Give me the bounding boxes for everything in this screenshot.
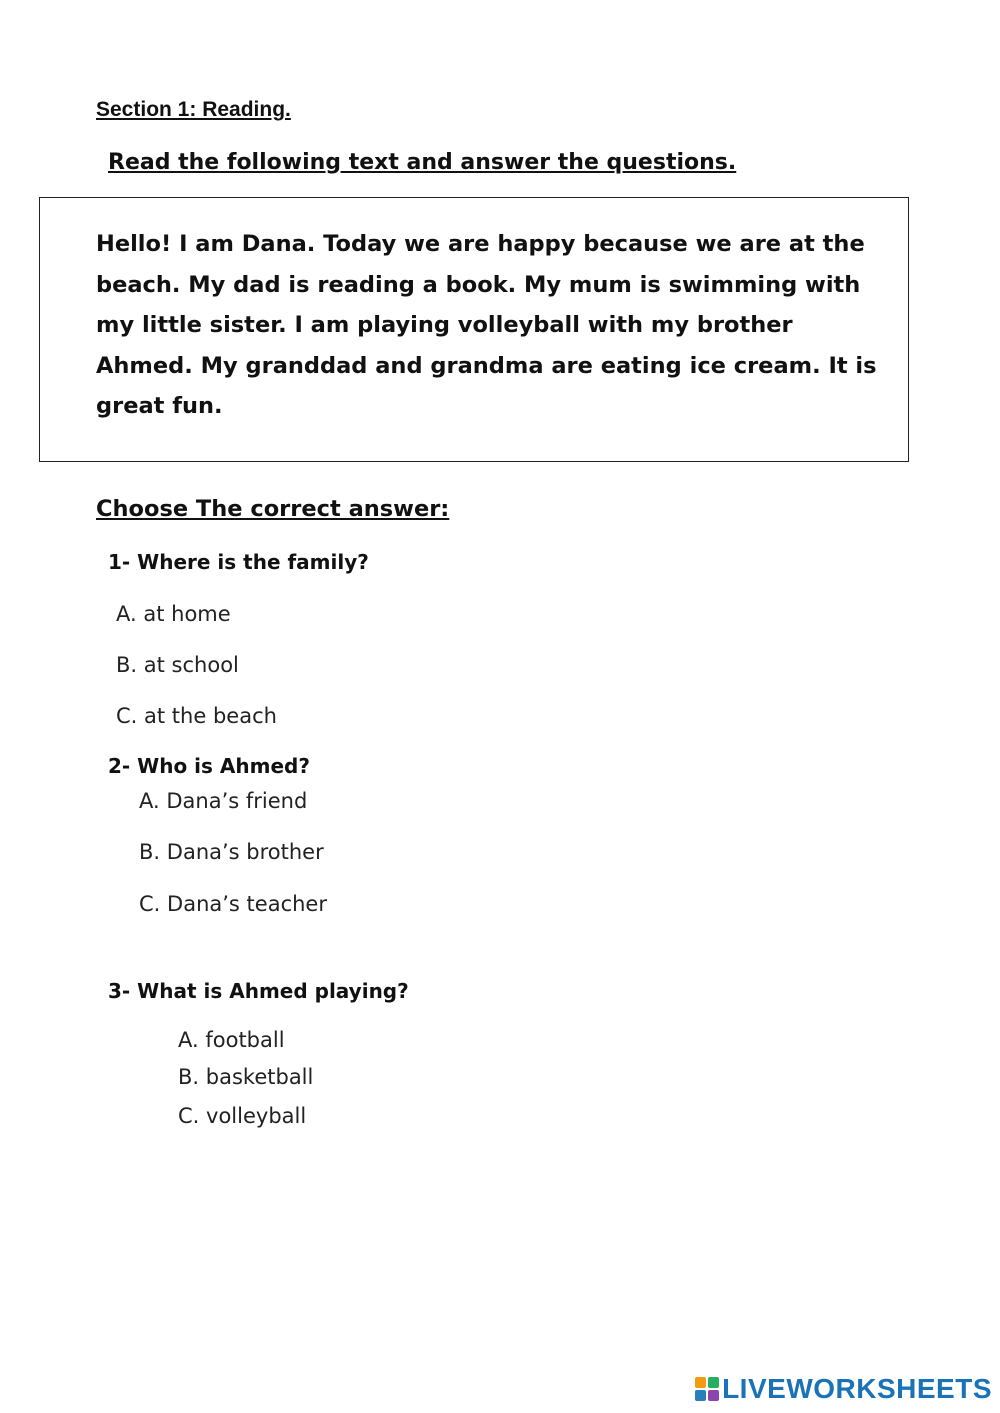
logo-text: LIVEWORKSHEETS (722, 1373, 992, 1404)
q2-option-c[interactable] (139, 892, 327, 916)
reading-passage: Hello! I am Dana. Today we are happy because we are at the beach. My dad is reading a book. My mum is swimming with my little sister. I am playing volleyball with my brother Ahmed. My granddad and grandma are eating ice cream. It is great fun. (96, 231, 877, 419)
q1-option-c[interactable] (116, 704, 277, 728)
option-text: volleyball (206, 1104, 307, 1128)
q1-option-b[interactable] (116, 653, 239, 677)
choose-heading: Choose The correct answer: (96, 496, 450, 522)
option-text: at the beach (144, 704, 277, 728)
q1-option-a[interactable] (116, 602, 231, 626)
question-2: 2- Who is Ahmed? (108, 754, 310, 778)
question-1: 1- Where is the family? (108, 550, 369, 574)
option-text: Dana’s brother (166, 840, 324, 864)
option-letter: C. (139, 892, 161, 916)
reading-passage-box (39, 197, 909, 462)
instruction-heading: Read the following text and answer the questions. (108, 150, 737, 175)
option-text: at school (143, 653, 239, 677)
option-letter: C. (178, 1104, 200, 1128)
liveworksheets-logo[interactable] (695, 1373, 992, 1405)
q3-option-c[interactable] (178, 1104, 306, 1128)
question-3: 3- What is Ahmed playing? (108, 979, 409, 1003)
option-letter: C. (116, 704, 138, 728)
liveworksheets-logo-icon (695, 1377, 719, 1401)
section-title: Section 1: Reading. (96, 98, 291, 121)
q2-option-b[interactable] (139, 840, 324, 864)
option-letter: A. (178, 1028, 199, 1052)
option-text: basketball (205, 1065, 314, 1089)
option-text: at home (143, 602, 231, 626)
option-letter: B. (178, 1065, 200, 1089)
option-letter: A. (139, 789, 160, 813)
q3-option-b[interactable] (178, 1065, 313, 1089)
q2-option-a[interactable] (139, 789, 307, 813)
option-letter: B. (139, 840, 161, 864)
option-text: Dana’s teacher (167, 892, 327, 916)
option-letter: A. (116, 602, 137, 626)
option-text: Dana’s friend (166, 789, 308, 813)
option-letter: B. (116, 653, 138, 677)
option-text: football (205, 1028, 285, 1052)
q3-option-a[interactable] (178, 1028, 285, 1052)
